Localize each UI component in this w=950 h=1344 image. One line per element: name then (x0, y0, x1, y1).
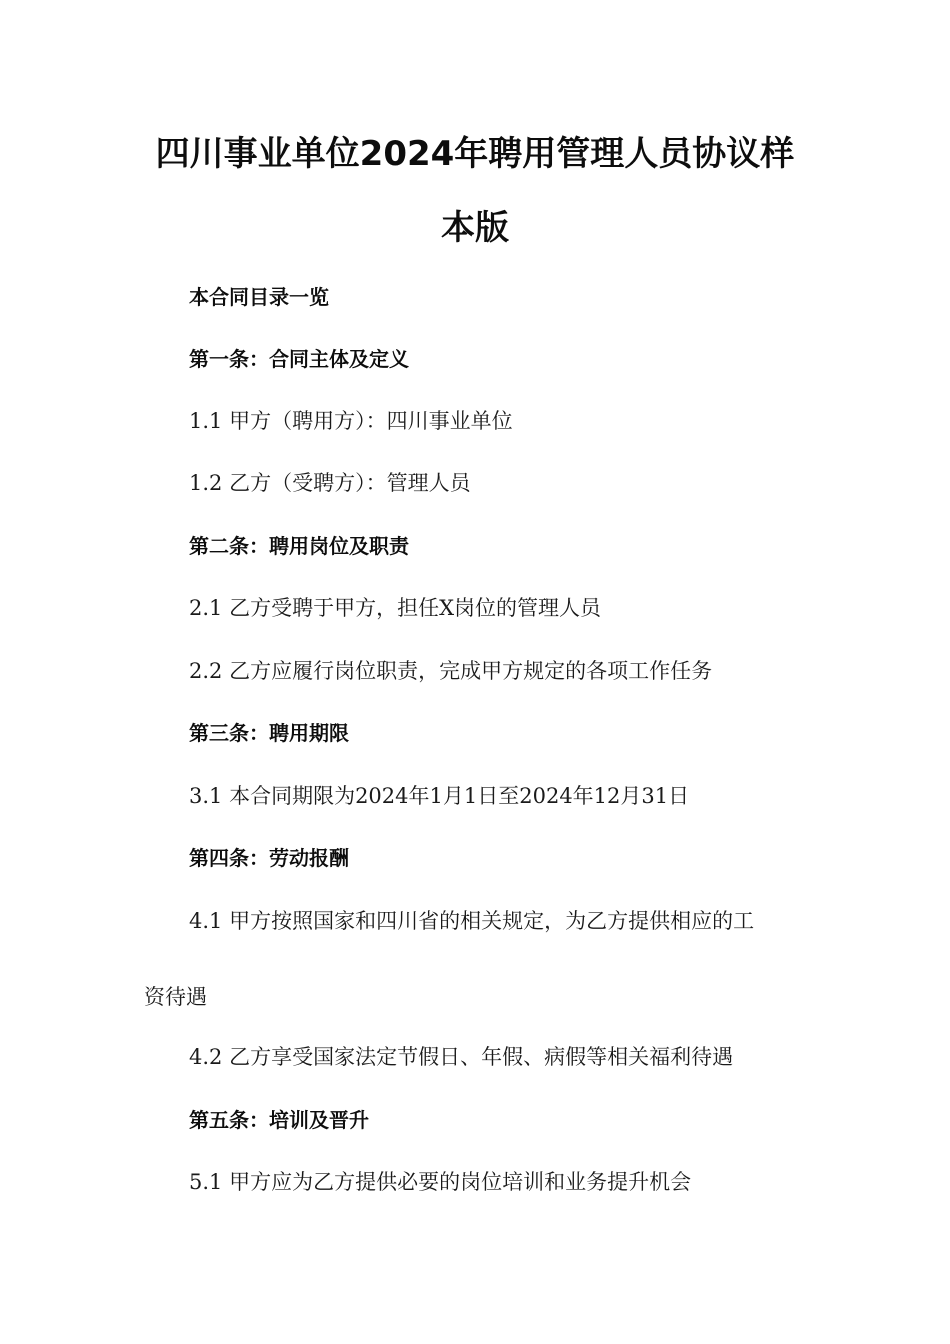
section-2-item-2: 2.2 乙方应履行岗位职责，完成甲方规定的各项工作任务 (189, 659, 713, 683)
section-2-heading: 第二条：聘用岗位及职责 (189, 534, 409, 558)
section-3-heading: 第三条：聘用期限 (189, 721, 349, 745)
toc-heading: 本合同目录一览 (189, 285, 329, 309)
section-5-item-1: 5.1 甲方应为乙方提供必要的岗位培训和业务提升机会 (189, 1170, 692, 1194)
document-title-line-2: 本版 (441, 208, 509, 248)
section-1-item-1: 1.1 甲方（聘用方）：四川事业单位 (189, 409, 513, 433)
section-3-item-1: 3.1 本合同期限为2024年1月1日至2024年12月31日 (189, 784, 690, 808)
section-1-heading: 第一条：合同主体及定义 (189, 347, 409, 371)
section-2-item-1: 2.1 乙方受聘于甲方，担任X岗位的管理人员 (189, 596, 602, 620)
section-4-heading: 第四条：劳动报酬 (189, 846, 349, 870)
section-5-heading: 第五条：培训及晋升 (189, 1108, 369, 1132)
section-4-item-2: 4.2 乙方享受国家法定节假日、年假、病假等相关福利待遇 (189, 1045, 734, 1069)
section-4-item-1-continued: 资待遇 (144, 985, 207, 1009)
section-4-item-1: 4.1 甲方按照国家和四川省的相关规定，为乙方提供相应的工 (189, 909, 755, 933)
section-1-item-2: 1.2 乙方（受聘方）：管理人员 (189, 471, 471, 495)
document-title-line-1: 四川事业单位2024年聘用管理人员协议样 (155, 134, 795, 174)
